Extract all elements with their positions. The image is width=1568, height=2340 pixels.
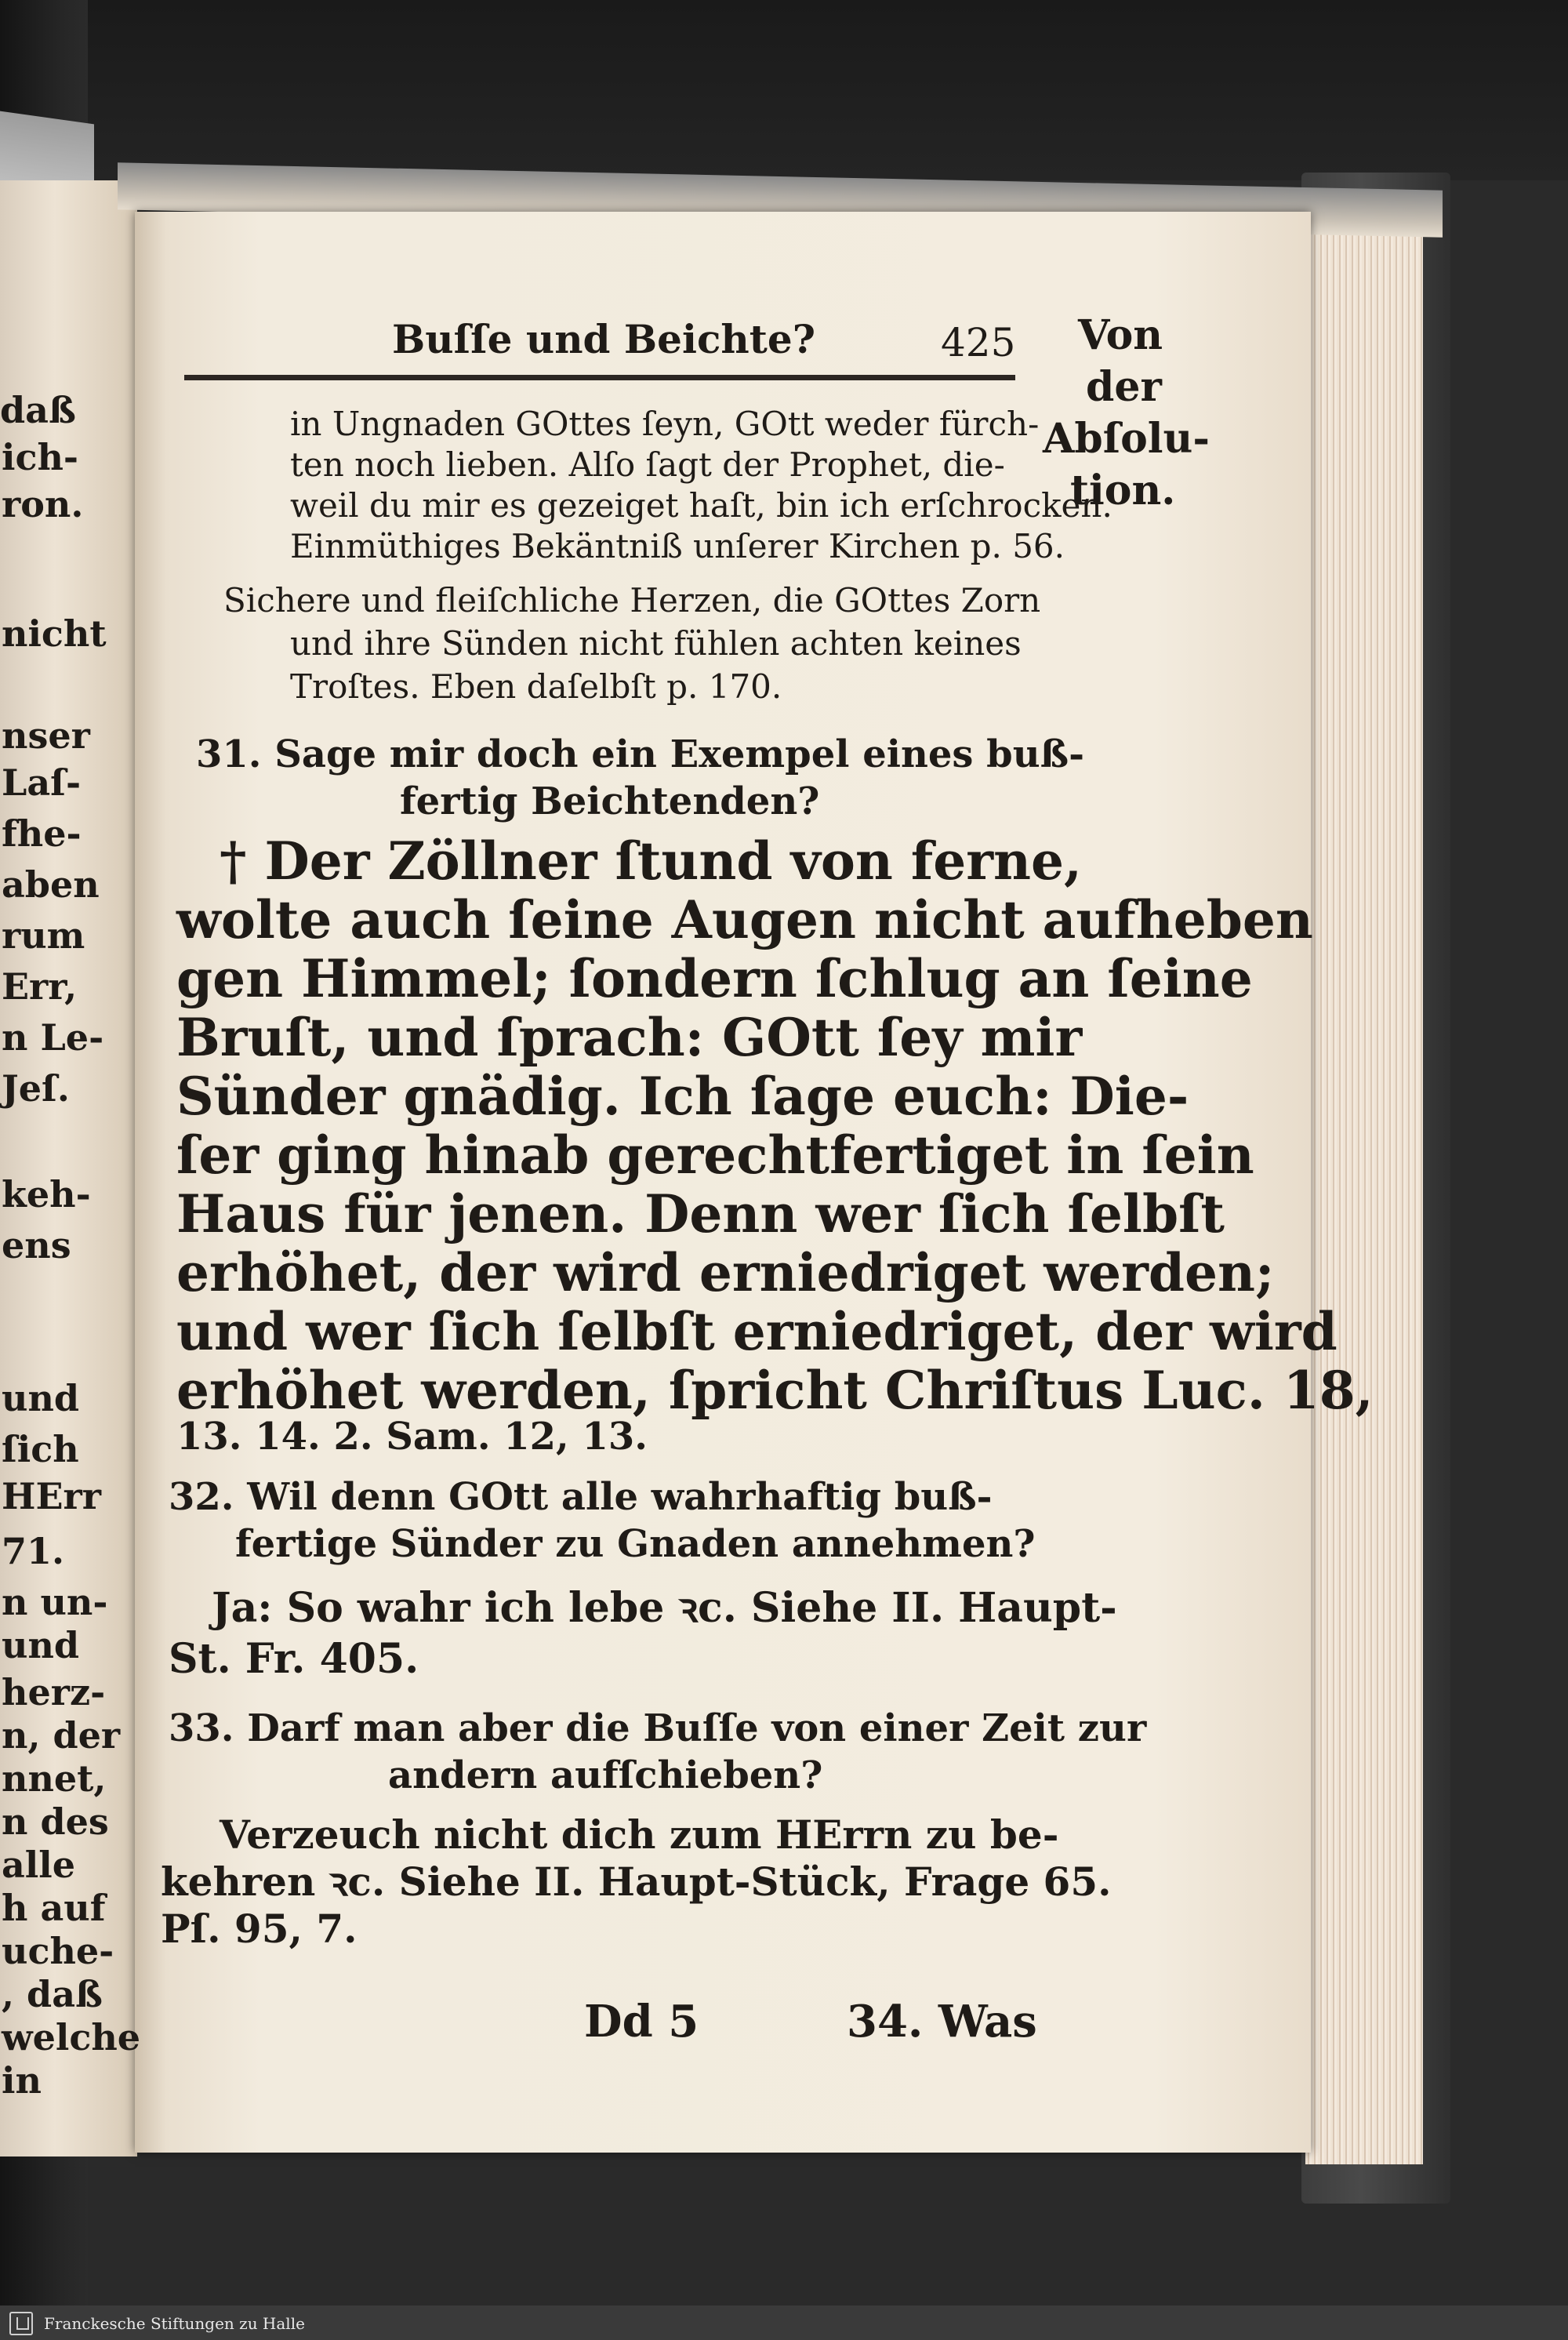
reference-line: 13. 14. 2. Sam. 12, 13. (176, 1415, 648, 1459)
page-number: 425 (941, 320, 1016, 365)
left-fragment: daß (0, 389, 76, 431)
body-line: ten noch lieben. Alſo ſagt der Prophet, die- (290, 445, 1005, 484)
question-line: 32. Wil denn GOtt alle wahrhaftig buß- (169, 1475, 993, 1519)
body-line: in Ungnaden GOttes ſeyn, GOtt weder fürch- (290, 405, 1040, 443)
answer-line: Verzeuch nicht dich zum HErrn zu be- (220, 1811, 1059, 1858)
question-line: 31. Sage mir doch ein Exempel eines buß- (196, 732, 1084, 776)
signature-mark: Dd 5 (584, 1996, 699, 2048)
body-line: und ihre Sünden nicht fühlen achten keines (290, 624, 1022, 663)
catchword: 34. Was (847, 1996, 1037, 2048)
left-fragment: nser (2, 714, 90, 757)
answer-line: Pſ. 95, 7. (161, 1906, 358, 1952)
body-line: Troſtes. Eben daſelbſt p. 170. (290, 667, 782, 706)
body-line: weil du mir es gezeiget haſt, bin ich erſchrocken. (290, 486, 1112, 525)
left-fragment: n des (2, 1800, 109, 1843)
left-fragment: Err, (2, 965, 78, 1008)
left-fragment: ich- (2, 436, 79, 478)
answer-line: und wer ſich ſelbſt erniedriget, der wird (176, 1301, 1338, 1362)
left-fragment: ens (2, 1224, 71, 1266)
question-line: andern aufſchieben? (388, 1753, 823, 1797)
left-fragment: nicht (2, 612, 107, 655)
left-fragment: Jeſ. (2, 1067, 70, 1110)
answer-line: gen Himmel; ſondern ſchlug an ſeine (176, 948, 1253, 1009)
body-line: Einmüthiges Bekäntniß unſerer Kirchen p. 56. (290, 527, 1065, 565)
left-fragment: h auf (2, 1887, 106, 1929)
left-fragment: Laſ- (2, 761, 82, 804)
answer-line: Bruſt, und ſprach: GOtt ſey mir (176, 1007, 1083, 1068)
answer-line: St. Fr. 405. (169, 1635, 419, 1683)
answer-line: erhöhet werden, ſpricht Chriſtus Luc. 18, (176, 1360, 1374, 1421)
left-fragment: ſich (2, 1428, 79, 1470)
margin-note-line: Abſolu- (1043, 415, 1210, 463)
left-fragment: 71. (2, 1530, 65, 1572)
margin-note-line: tion. (1070, 467, 1176, 514)
left-fragment: und (2, 1624, 80, 1666)
margin-note-line: Von (1078, 311, 1163, 359)
left-fragment: rum (2, 914, 85, 957)
question-line: 33. Darf man aber die Buſſe von einer Zeit zur (169, 1706, 1147, 1750)
left-fragment: welche (2, 2016, 141, 2058)
left-fragment: keh- (2, 1173, 91, 1215)
left-fragment: alle (2, 1844, 76, 1886)
left-fragment: n un- (2, 1581, 108, 1623)
institution-name: Franckesche Stiftungen zu Halle (44, 2314, 305, 2333)
left-fragment: und (2, 1377, 80, 1419)
question-line: fertige Sünder zu Gnaden annehmen? (235, 1522, 1036, 1566)
backdrop-top (0, 0, 1568, 180)
left-fragment: aben (2, 863, 100, 906)
left-fragment: n Le- (2, 1016, 104, 1059)
left-fragment: in (2, 2059, 42, 2102)
page-fore-edge (1305, 212, 1423, 2164)
left-fragment: , daß (2, 1973, 103, 2015)
institution-logo-icon (9, 2312, 33, 2335)
left-fragment: fhe- (2, 812, 82, 855)
answer-line: † Der Zöllner ſtund von ferne, (220, 830, 1082, 892)
answer-line: ſer ging hinab gerechtfertiget in ſein (176, 1125, 1254, 1186)
left-fragment: herz- (2, 1671, 106, 1713)
left-fragment: n, der (2, 1714, 121, 1757)
answer-line: Haus für jenen. Denn wer ſich ſelbſt (176, 1183, 1225, 1244)
left-fragment: nnet, (2, 1757, 107, 1800)
header-rule (184, 375, 1015, 380)
running-head-title: Buſſe und Beichte? (392, 316, 815, 362)
question-line: fertig Beichtenden? (400, 779, 820, 823)
left-fragment: HErr (2, 1475, 101, 1517)
body-line: Sichere und fleiſchliche Herzen, die GOttes Zorn (223, 581, 1041, 620)
answer-line: Sünder gnädig. Ich ſage euch: Die- (176, 1066, 1189, 1127)
margin-note-line: der (1086, 363, 1162, 411)
answer-line: erhöhet, der wird erniedriget werden; (176, 1242, 1275, 1303)
left-fragment: uche- (2, 1930, 114, 1972)
answer-line: wolte auch ſeine Augen nicht aufheben (176, 889, 1313, 950)
answer-line: Ja: So wahr ich lebe ꝛc. Siehe II. Haupt- (212, 1584, 1117, 1632)
left-fragment: ron. (2, 483, 84, 525)
footer-bar (0, 2305, 1568, 2340)
answer-line: kehren ꝛc. Siehe II. Haupt-Stück, Frage 65. (161, 1859, 1112, 1905)
